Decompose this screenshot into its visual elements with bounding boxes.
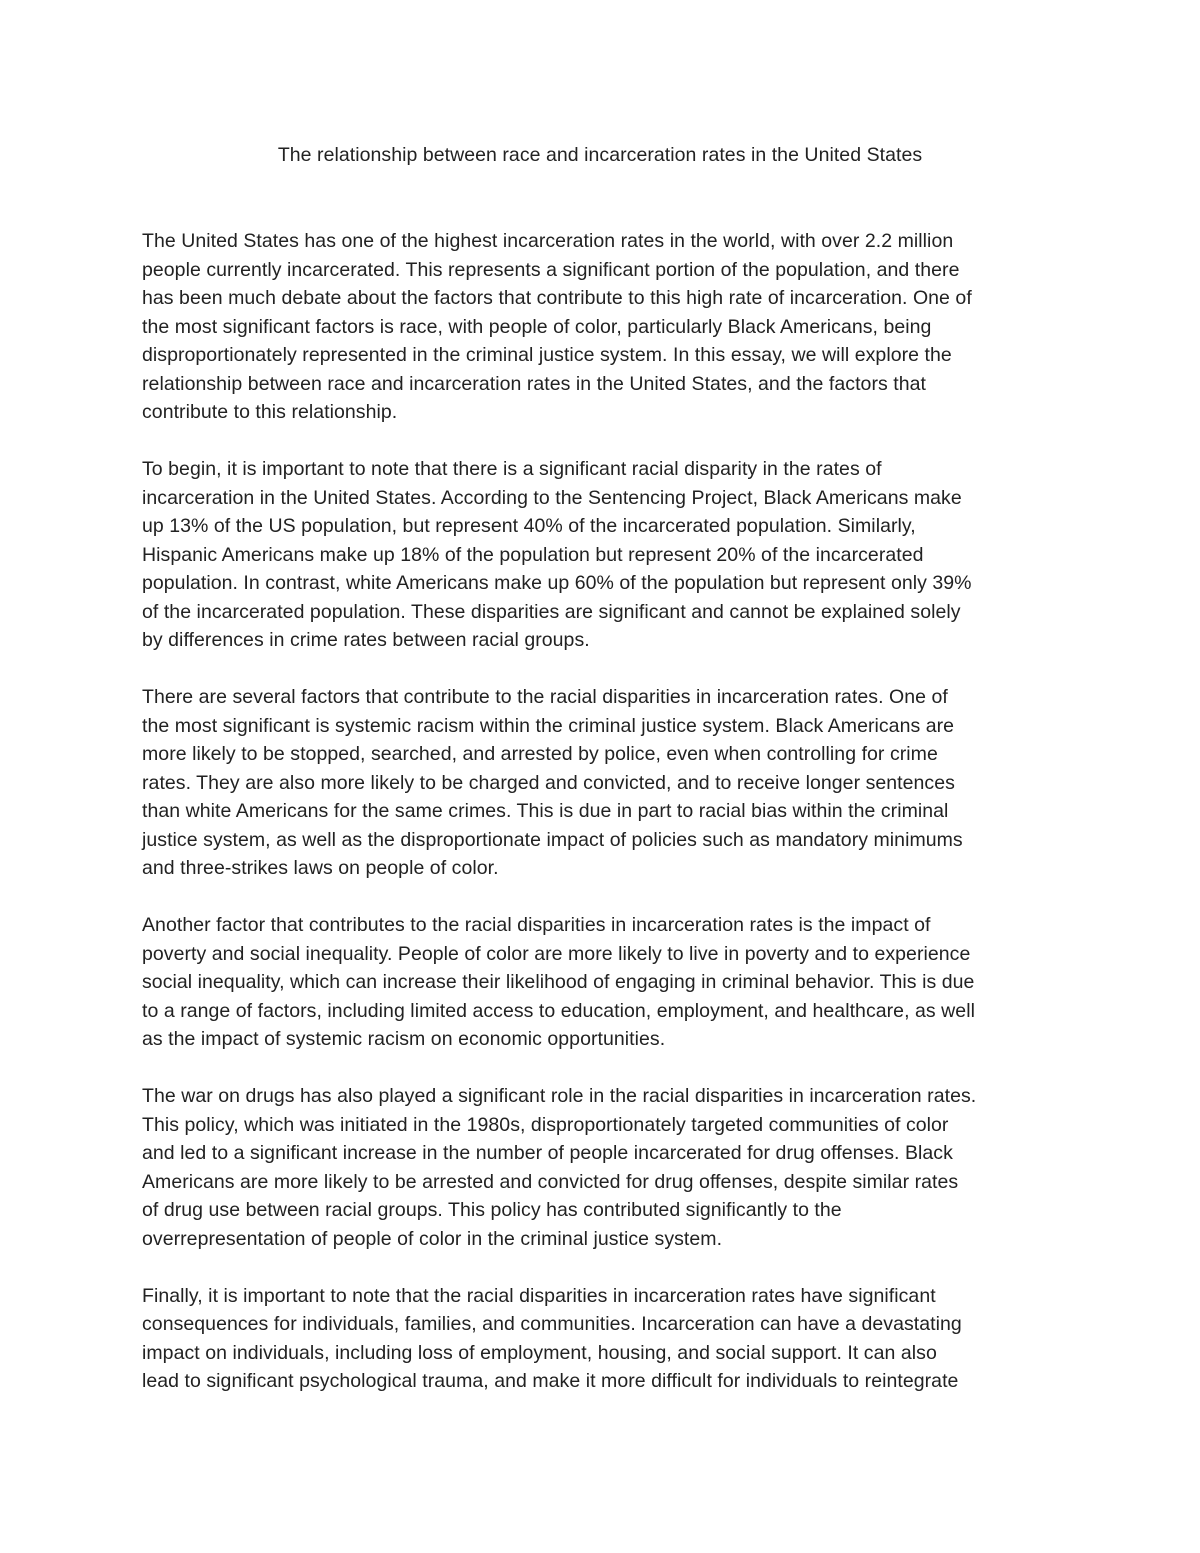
paragraph-line: disproportionately represented in the criminal justice system. In this essay, we will explore the	[142, 344, 952, 366]
paragraph-line: This policy, which was initiated in the 1980s, disproportionately targeted communities of color	[142, 1113, 949, 1136]
paragraph-line: Another factor that contributes to the racial disparities in incarceration rates is the impact of	[142, 914, 931, 936]
paragraph-line: There are several factors that contribute to the racial disparities in incarceration rates. One of	[142, 686, 948, 708]
paragraph-line: incarceration in the United States. According to the Sentencing Project, Black Americans make	[142, 486, 962, 509]
paragraph-line: Hispanic Americans make up 18% of the population but represent 20% of the incarcerated	[142, 543, 924, 566]
paragraph-line: overrepresentation of people of color in the criminal justice system.	[142, 1227, 723, 1250]
paragraph-line: The war on drugs has also played a significant role in the racial disparities in incarceration rates.	[142, 1085, 977, 1107]
paragraph-line: contribute to this relationship.	[142, 401, 398, 423]
paragraph-5	[142, 1082, 1072, 1253]
paragraph-4	[142, 911, 1072, 1054]
paragraph-line: the most significant factors is race, with people of color, particularly Black Americans, being	[142, 315, 932, 338]
paragraph-line: population. In contrast, white Americans make up 60% of the population but represent only 39%	[142, 572, 972, 594]
paragraph-line: Finally, it is important to note that the racial disparities in incarceration rates have significant	[142, 1284, 936, 1307]
paragraph-line: relationship between race and incarceration rates in the United States, and the factors that	[142, 372, 926, 395]
paragraph-line: rates. They are also more likely to be charged and convicted, and to receive longer sentences	[142, 771, 955, 794]
paragraph-2	[142, 455, 1072, 655]
paragraph-3	[142, 683, 1072, 883]
paragraph-line: of the incarcerated population. These disparities are significant and cannot be explained solely	[142, 600, 961, 623]
paragraph-line: consequences for individuals, families, and communities. Incarceration can have a devastating	[142, 1313, 962, 1335]
paragraph-line: lead to significant psychological trauma, and make it more difficult for individuals to reintegrate	[142, 1370, 959, 1392]
document-body	[142, 227, 1072, 1424]
paragraph-1	[142, 227, 1072, 427]
paragraph-line: To begin, it is important to note that there is a significant racial disparity in the rates of	[142, 458, 882, 480]
paragraph-line: The United States has one of the highest incarceration rates in the world, with over 2.2 million	[142, 230, 954, 252]
paragraph-line: as the impact of systemic racism on economic opportunities.	[142, 1028, 666, 1050]
document-title: The relationship between race and incarceration rates in the United States	[277, 144, 923, 166]
paragraph-line: more likely to be stopped, searched, and arrested by police, even when controlling for crime	[142, 743, 938, 765]
paragraph-line: than white Americans for the same crimes. This is due in part to racial bias within the criminal	[142, 800, 949, 822]
paragraph-6	[142, 1282, 1072, 1396]
paragraph-line: justice system, as well as the disproportionate impact of policies such as mandatory minimums	[142, 828, 963, 851]
paragraph-line: Americans are more likely to be arrested and convicted for drug offenses, despite similar rates	[142, 1170, 959, 1193]
paragraph-line: up 13% of the US population, but represent 40% of the incarcerated population. Similarly,	[142, 515, 916, 537]
paragraph-line: impact on individuals, including loss of employment, housing, and social support. It can also	[142, 1341, 937, 1364]
paragraph-line: of drug use between racial groups. This policy has contributed significantly to the	[142, 1199, 842, 1221]
paragraph-line: social inequality, which can increase their likelihood of engaging in criminal behavior. This is due	[142, 971, 975, 993]
paragraph-line: the most significant is systemic racism within the criminal justice system. Black Americans are	[142, 714, 955, 737]
paragraph-line: and led to a significant increase in the number of people incarcerated for drug offenses. Black	[142, 1142, 953, 1164]
paragraph-line: and three-strikes laws on people of color.	[142, 857, 499, 879]
paragraph-line: has been much debate about the factors that contribute to this high rate of incarceration. One of	[142, 287, 972, 309]
paragraph-line: people currently incarcerated. This represents a significant portion of the population, and there	[142, 258, 960, 281]
paragraph-line: poverty and social inequality. People of color are more likely to live in poverty and to experience	[142, 942, 971, 965]
paragraph-line: by differences in crime rates between racial groups.	[142, 629, 590, 651]
paragraph-line: to a range of factors, including limited access to education, employment, and healthcare, as well	[142, 999, 975, 1022]
